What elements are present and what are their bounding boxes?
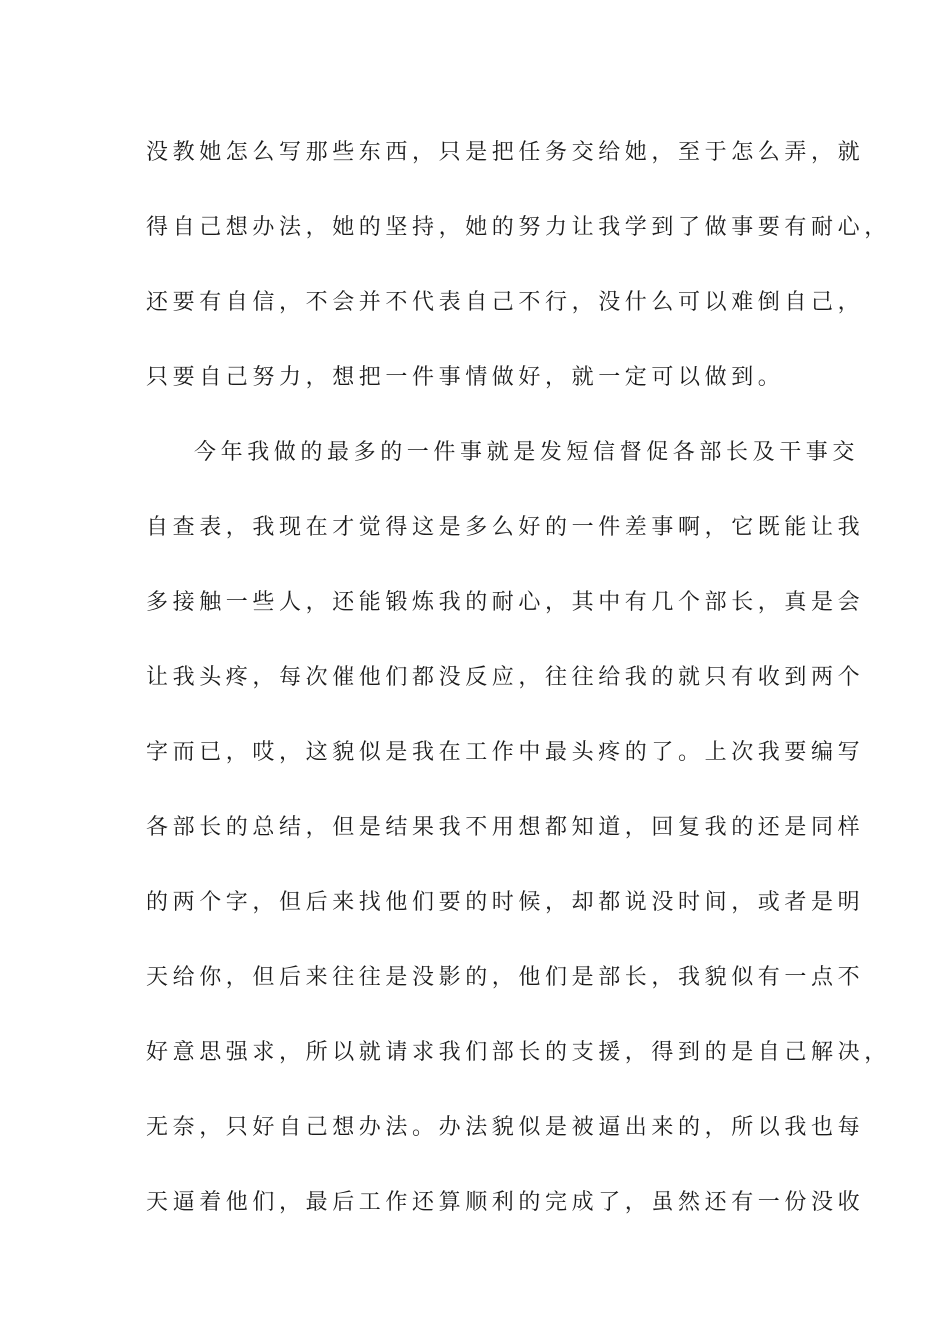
text-line: 让我头疼，每次催他们都没反应，往往给我的就只有收到两个 — [146, 665, 865, 690]
text-line: 只要自己努力，想把一件事情做好，就一定可以做到。 — [146, 365, 785, 390]
text-line: 得自己想办法，她的坚持，她的努力让我学到了做事要有耐心， — [146, 215, 891, 240]
text-line: 没教她怎么写那些东西，只是把任务交给她，至于怎么弄，就 — [146, 140, 865, 165]
text-line: 多接触一些人，还能锻炼我的耐心，其中有几个部长，真是会 — [146, 590, 865, 615]
text-line: 的两个字，但后来找他们要的时候，却都说没时间，或者是明 — [146, 890, 865, 915]
text-line: 天给你，但后来往往是没影的，他们是部长，我貌似有一点不 — [146, 965, 865, 990]
text-line: 无奈，只好自己想办法。办法貌似是被逼出来的，所以我也每 — [146, 1115, 865, 1140]
text-line: 好意思强求，所以就请求我们部长的支援，得到的是自己解决， — [146, 1040, 891, 1065]
text-line: 还要有自信，不会并不代表自己不行，没什么可以难倒自己， — [146, 290, 865, 315]
text-line: 各部长的总结，但是结果我不用想都知道，回复我的还是同样 — [146, 815, 865, 840]
text-line: 自查表，我现在才觉得这是多么好的一件差事啊，它既能让我 — [146, 515, 865, 540]
text-line: 今年我做的最多的一件事就是发短信督促各部长及干事交 — [194, 440, 860, 465]
text-line: 字而已，哎，这貌似是我在工作中最头疼的了。上次我要编写 — [146, 740, 865, 765]
text-line: 天逼着他们，最后工作还算顺利的完成了，虽然还有一份没收 — [146, 1190, 865, 1215]
body-text — [146, 132, 891, 1257]
